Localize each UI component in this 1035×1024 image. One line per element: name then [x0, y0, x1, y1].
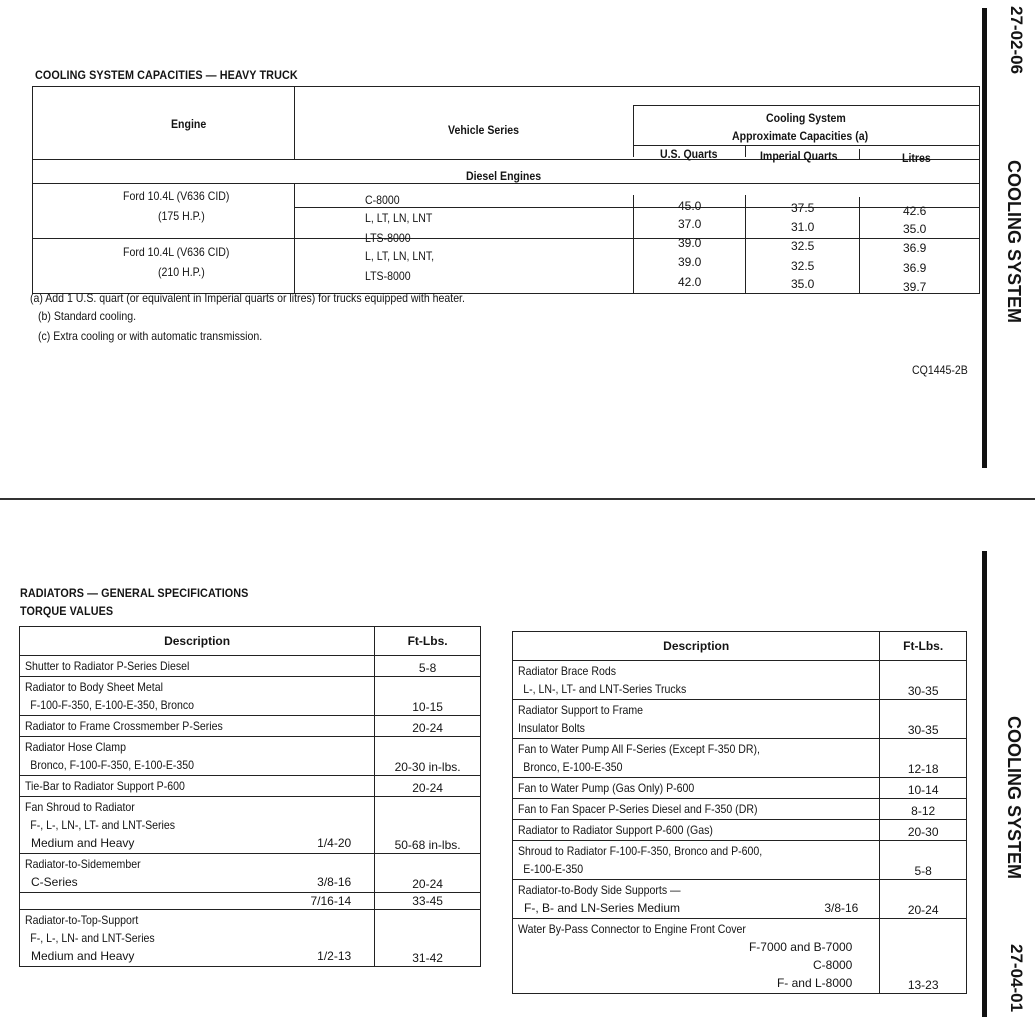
table-row: Radiator Hose Clamp Bronco, F-100-F-350, E-100-E-350 20-30 in-lbs.: [20, 737, 481, 776]
litres-row-3: 36.9: [903, 241, 927, 255]
footnote-a: (a) Add 1 U.S. quart (or equivalent in Imperial quarts or litres) for trucks equipped with heater.: [30, 291, 465, 305]
imp-row-2: 31.0: [791, 220, 815, 234]
table-row: Shroud to Radiator F-100-F-350, Bronco and P-600, E-100-E-350 5-8: [513, 841, 967, 880]
table-row: Fan to Water Pump All F-Series (Except F-350 DR), Bronco, E-100-E-350 12-18: [513, 739, 967, 778]
table-row: Radiator-to-Sidemember C-Series 3/8-16 20-24: [20, 854, 481, 893]
us-row-5: 42.0: [678, 275, 702, 289]
imp-row-5: 35.0: [791, 277, 815, 291]
section-label-top: COOLING SYSTEM: [1004, 160, 1024, 324]
imp-row-1: 37.5: [791, 201, 815, 215]
us-row-2: 37.0: [678, 217, 702, 231]
series-row-1: C-8000: [365, 193, 400, 207]
engine-2-line1: Ford 10.4L (V636 CID): [123, 245, 230, 259]
imp-row-3: 32.5: [791, 239, 815, 253]
cooling-table-title: COOLING SYSTEM CAPACITIES — HEAVY TRUCK: [35, 68, 298, 82]
header-engine: Engine: [171, 117, 207, 131]
table-row: Radiator Support to Frame Insulator Bolts 30-35: [513, 700, 967, 739]
table-row: Radiator to Radiator Support P-600 (Gas) 20-30: [513, 820, 967, 841]
table-row: 7/16-14 33-45: [20, 893, 481, 910]
figure-code: CQ1445-2B: [912, 363, 968, 377]
section-label-bottom: COOLING SYSTEM: [1004, 716, 1024, 880]
imp-row-4: 32.5: [791, 259, 815, 273]
engine-2-line2: (210 H.P.): [158, 265, 205, 279]
table-row: Shutter to Radiator P-Series Diesel 5-8: [20, 656, 481, 677]
header-capacities-2: Approximate Capacities (a): [732, 129, 869, 143]
us-row-1: 45.0: [678, 199, 702, 213]
left-header-ftlbs: Ft-Lbs.: [375, 627, 481, 656]
table-row: Radiator-to-Top-Support F-, L-, LN- and LNT-Series Medium and Heavy 1/2-13 31-42: [20, 910, 481, 967]
litres-row-4: 36.9: [903, 261, 927, 275]
header-vehicle-series: Vehicle Series: [448, 123, 520, 137]
table-row: Tie-Bar to Radiator Support P-600 20-24: [20, 776, 481, 797]
header-us-quarts: U.S. Quarts: [660, 147, 718, 161]
litres-row-5: 39.7: [903, 280, 927, 294]
series-row-2: L, LT, LN, LNT: [365, 211, 433, 225]
torque-table-right: [512, 631, 967, 994]
series-row-5: LTS-8000: [365, 269, 411, 283]
header-litres: Litres: [902, 151, 931, 165]
engine-1-line2: (175 H.P.): [158, 209, 205, 223]
cooling-capacities-table: [32, 86, 980, 294]
footnote-c: (c) Extra cooling or with automatic transmission.: [38, 329, 263, 343]
us-row-3: 39.0: [678, 236, 702, 250]
table-row: Water By-Pass Connector to Engine Front Cover F-7000 and B-7000 C-8000 F- and L-8000 13-23: [513, 919, 967, 994]
footnote-b: (b) Standard cooling.: [38, 309, 137, 323]
torque-values-subtitle: TORQUE VALUES: [20, 604, 114, 618]
page-code-bottom: 27-04-01: [1007, 944, 1026, 1013]
table-row: Radiator Brace Rods L-, LN-, LT- and LNT-Series Trucks 30-35: [513, 661, 967, 700]
engine-1-line1: Ford 10.4L (V636 CID): [123, 189, 230, 203]
right-header-description: Description: [513, 632, 880, 661]
litres-row-2: 35.0: [903, 222, 927, 236]
us-row-4: 39.0: [678, 255, 702, 269]
table-row: Fan to Water Pump (Gas Only) P-600 10-14: [513, 778, 967, 799]
radiators-title: RADIATORS — GENERAL SPECIFICATIONS: [20, 586, 249, 600]
table-row: Fan to Fan Spacer P-Series Diesel and F-350 (DR) 8-12: [513, 799, 967, 820]
header-capacities-1: Cooling System: [766, 111, 846, 125]
header-imperial-quarts: Imperial Quarts: [760, 149, 838, 163]
page-code-top: 27-02-06: [1007, 6, 1026, 75]
torque-table-left: [19, 626, 481, 967]
series-row-3: LTS-8000: [365, 231, 411, 245]
left-header-description: Description: [20, 627, 375, 656]
table-row: Radiator to Body Sheet Metal F-100-F-350, E-100-E-350, Bronco 10-15: [20, 677, 481, 716]
table-row: Radiator-to-Body Side Supports — F-, B- and LN-Series Medium 3/8-16 20-24: [513, 880, 967, 919]
litres-row-1: 42.6: [903, 204, 927, 218]
table-row: Radiator to Frame Crossmember P-Series 20-24: [20, 716, 481, 737]
table-row: Fan Shroud to Radiator F-, L-, LN-, LT- and LNT-Series Medium and Heavy 1/4-20 50-68 in-lbs.: [20, 797, 481, 854]
section-diesel-engines: Diesel Engines: [466, 169, 542, 183]
series-row-4: L, LT, LN, LNT,: [365, 249, 435, 263]
sidebar-rule-top: [982, 8, 987, 468]
right-header-ftlbs: Ft-Lbs.: [880, 632, 967, 661]
sidebar-rule-bottom: [982, 551, 987, 1017]
page-divider: [0, 498, 1035, 500]
